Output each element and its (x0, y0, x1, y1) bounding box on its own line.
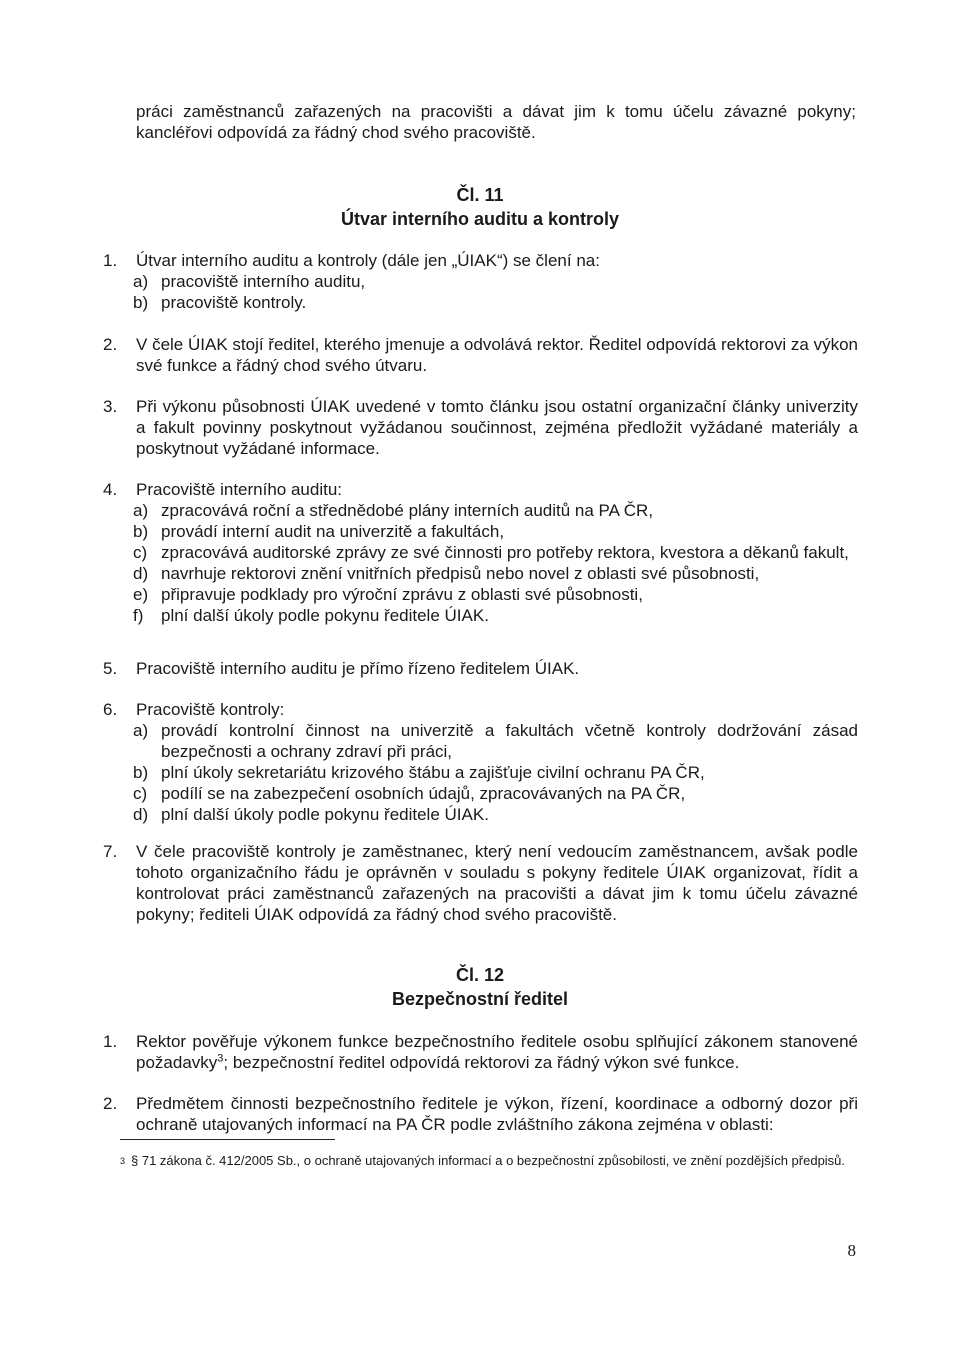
sub-text: připravuje podklady pro výroční zprávu z oblasti své působnosti, (161, 585, 643, 604)
footnote-mark: 3 (120, 1156, 126, 1166)
footnote (120, 1153, 860, 1169)
sub-item (133, 271, 858, 292)
art11-item-4 (103, 479, 858, 626)
item-text-part: ; bezpečnostní ředitel odpovídá rektorovi za řádný výkon své funkce. (223, 1053, 740, 1072)
sub-item (133, 584, 858, 605)
sub-label: b) (133, 763, 149, 782)
sub-label: a) (133, 501, 149, 520)
art11-item-7 (103, 841, 858, 925)
article-12-title: Bezpečnostní ředitel (391, 989, 569, 1009)
footnote-text: § 71 zákona č. 412/2005 Sb., o ochraně utajovaných informací a o bezpečnostní způsobilosti, ve znění pozdějších předpisů. (131, 1153, 846, 1168)
sub-list (133, 720, 858, 825)
sub-item (133, 500, 858, 521)
sub-item (133, 605, 858, 626)
sub-label: b) (133, 293, 149, 312)
sub-label: f) (133, 606, 144, 625)
sub-item (133, 804, 858, 825)
item-text: V čele pracoviště kontroly je zaměstnanec, který není vedoucím zaměstnancem, avšak podle tohoto organizačního řádu je oprávněn v souladu s pokyny ředitele ÚIAK organizovat, řídit a kontrolovat práci zaměstnanců zařazených na pracovišti a dávat jim k tomu účelu závazné pokyny; řediteli ÚIAK odpovídá za řádný chod svého pracoviště. (136, 842, 858, 924)
sub-text: plní úkoly sekretariátu krizového štábu a zajišťuje civilní ochranu PA ČR, (161, 763, 705, 782)
item-text: Pracoviště interního auditu: (136, 480, 343, 499)
footnote-divider (120, 1139, 335, 1140)
sub-text: navrhuje rektorovi znění vnitřních předpisů nebo novel z oblasti své působnosti, (161, 564, 760, 583)
sub-label: e) (133, 585, 149, 604)
item-number: 2. (103, 335, 118, 354)
art12-item-2 (103, 1093, 858, 1135)
article-11-title: Útvar interního auditu a kontroly (340, 209, 620, 229)
item-number: 3. (103, 397, 118, 416)
sub-text: zpracovává auditorské zprávy ze své činnosti pro potřeby rektora, kvestora a děkanů fakult, (161, 543, 849, 562)
sub-label: d) (133, 805, 149, 824)
art11-item-6 (103, 699, 858, 825)
sub-item (133, 563, 858, 584)
sub-item (133, 521, 858, 542)
sub-label: a) (133, 272, 149, 291)
sub-text: provádí interní audit na univerzitě a fakultách, (161, 522, 505, 541)
sub-item (133, 783, 858, 804)
art11-item-5 (103, 658, 858, 679)
item-number: 4. (103, 480, 118, 499)
item-number: 5. (103, 659, 118, 678)
sub-text: pracoviště interního auditu, (161, 272, 366, 291)
art11-item-1 (103, 250, 858, 313)
art12-item-1 (103, 1031, 858, 1073)
sub-text: plní další úkoly podle pokynu ředitele ÚIAK. (161, 606, 489, 625)
article-11-number: Čl. 11 (456, 185, 504, 205)
sub-label: b) (133, 522, 149, 541)
art11-item-2 (103, 334, 858, 376)
sub-label: c) (133, 543, 148, 562)
sub-item (133, 720, 858, 762)
item-number: 6. (103, 700, 118, 719)
page-number: 8 (847, 1241, 856, 1260)
sub-text: pracoviště kontroly. (161, 293, 307, 312)
item-number: 7. (103, 842, 118, 861)
sub-list (133, 271, 858, 313)
item-text: Útvar interního auditu a kontroly (dále jen „ÚIAK“) se člení na: (136, 251, 600, 270)
sub-text: zpracovává roční a střednědobé plány interních auditů na PA ČR, (161, 501, 654, 520)
footnote-reference: 3 (217, 1052, 224, 1065)
item-text: Při výkonu působnosti ÚIAK uvedené v tomto článku jsou ostatní organizační články univerzity a fakult povinny poskytnout vyžádanou součinnost, zejména předložit vyžádané materiály a poskytnout vyžádané informace. (136, 397, 858, 458)
item-text (136, 1031, 858, 1073)
sub-item (133, 292, 858, 313)
sub-text: plní další úkoly podle pokynu ředitele ÚIAK. (161, 805, 489, 824)
item-number: 1. (103, 1032, 118, 1051)
intro-paragraph (136, 101, 856, 143)
sub-label: c) (133, 784, 148, 803)
sub-list (133, 500, 858, 626)
sub-item (133, 542, 858, 563)
sub-text: provádí kontrolní činnost na univerzitě a fakultách včetně kontroly dodržování zásad bezpečnosti a ochrany zdraví při práci, (161, 721, 858, 761)
sub-label: d) (133, 564, 149, 583)
item-text: Pracoviště interního auditu je přímo řízeno ředitelem ÚIAK. (136, 659, 580, 678)
item-text-part: Rektor pověřuje výkonem funkce bezpečnostního ředitele osobu splňující zákonem stanovené požadavky (136, 1032, 858, 1072)
item-number: 2. (103, 1094, 118, 1113)
art11-item-3 (103, 396, 858, 459)
item-text: Pracoviště kontroly: (136, 700, 285, 719)
item-number: 1. (103, 251, 118, 270)
item-text: V čele ÚIAK stojí ředitel, kterého jmenuje a odvolává rektor. Ředitel odpovídá rektorovi za výkon své funkce a řádný chod svého útvaru. (136, 335, 858, 375)
sub-text: podílí se na zabezpečení osobních údajů, zpracovávaných na PA ČR, (161, 784, 686, 803)
item-text: Předmětem činnosti bezpečnostního ředitele je výkon, řízení, koordinace a odborný dozor při ochraně utajovaných informací na PA ČR podle zvláštního zákona zejména v oblasti: (136, 1094, 858, 1134)
sub-item (133, 762, 858, 783)
article-12-number: Čl. 12 (455, 965, 505, 985)
intro-text: práci zaměstnanců zařazených na pracovišti a dávat jim k tomu účelu závazné pokyny; kancléřovi odpovídá za řádný chod svého pracoviště. (136, 102, 856, 142)
sub-label: a) (133, 721, 149, 740)
